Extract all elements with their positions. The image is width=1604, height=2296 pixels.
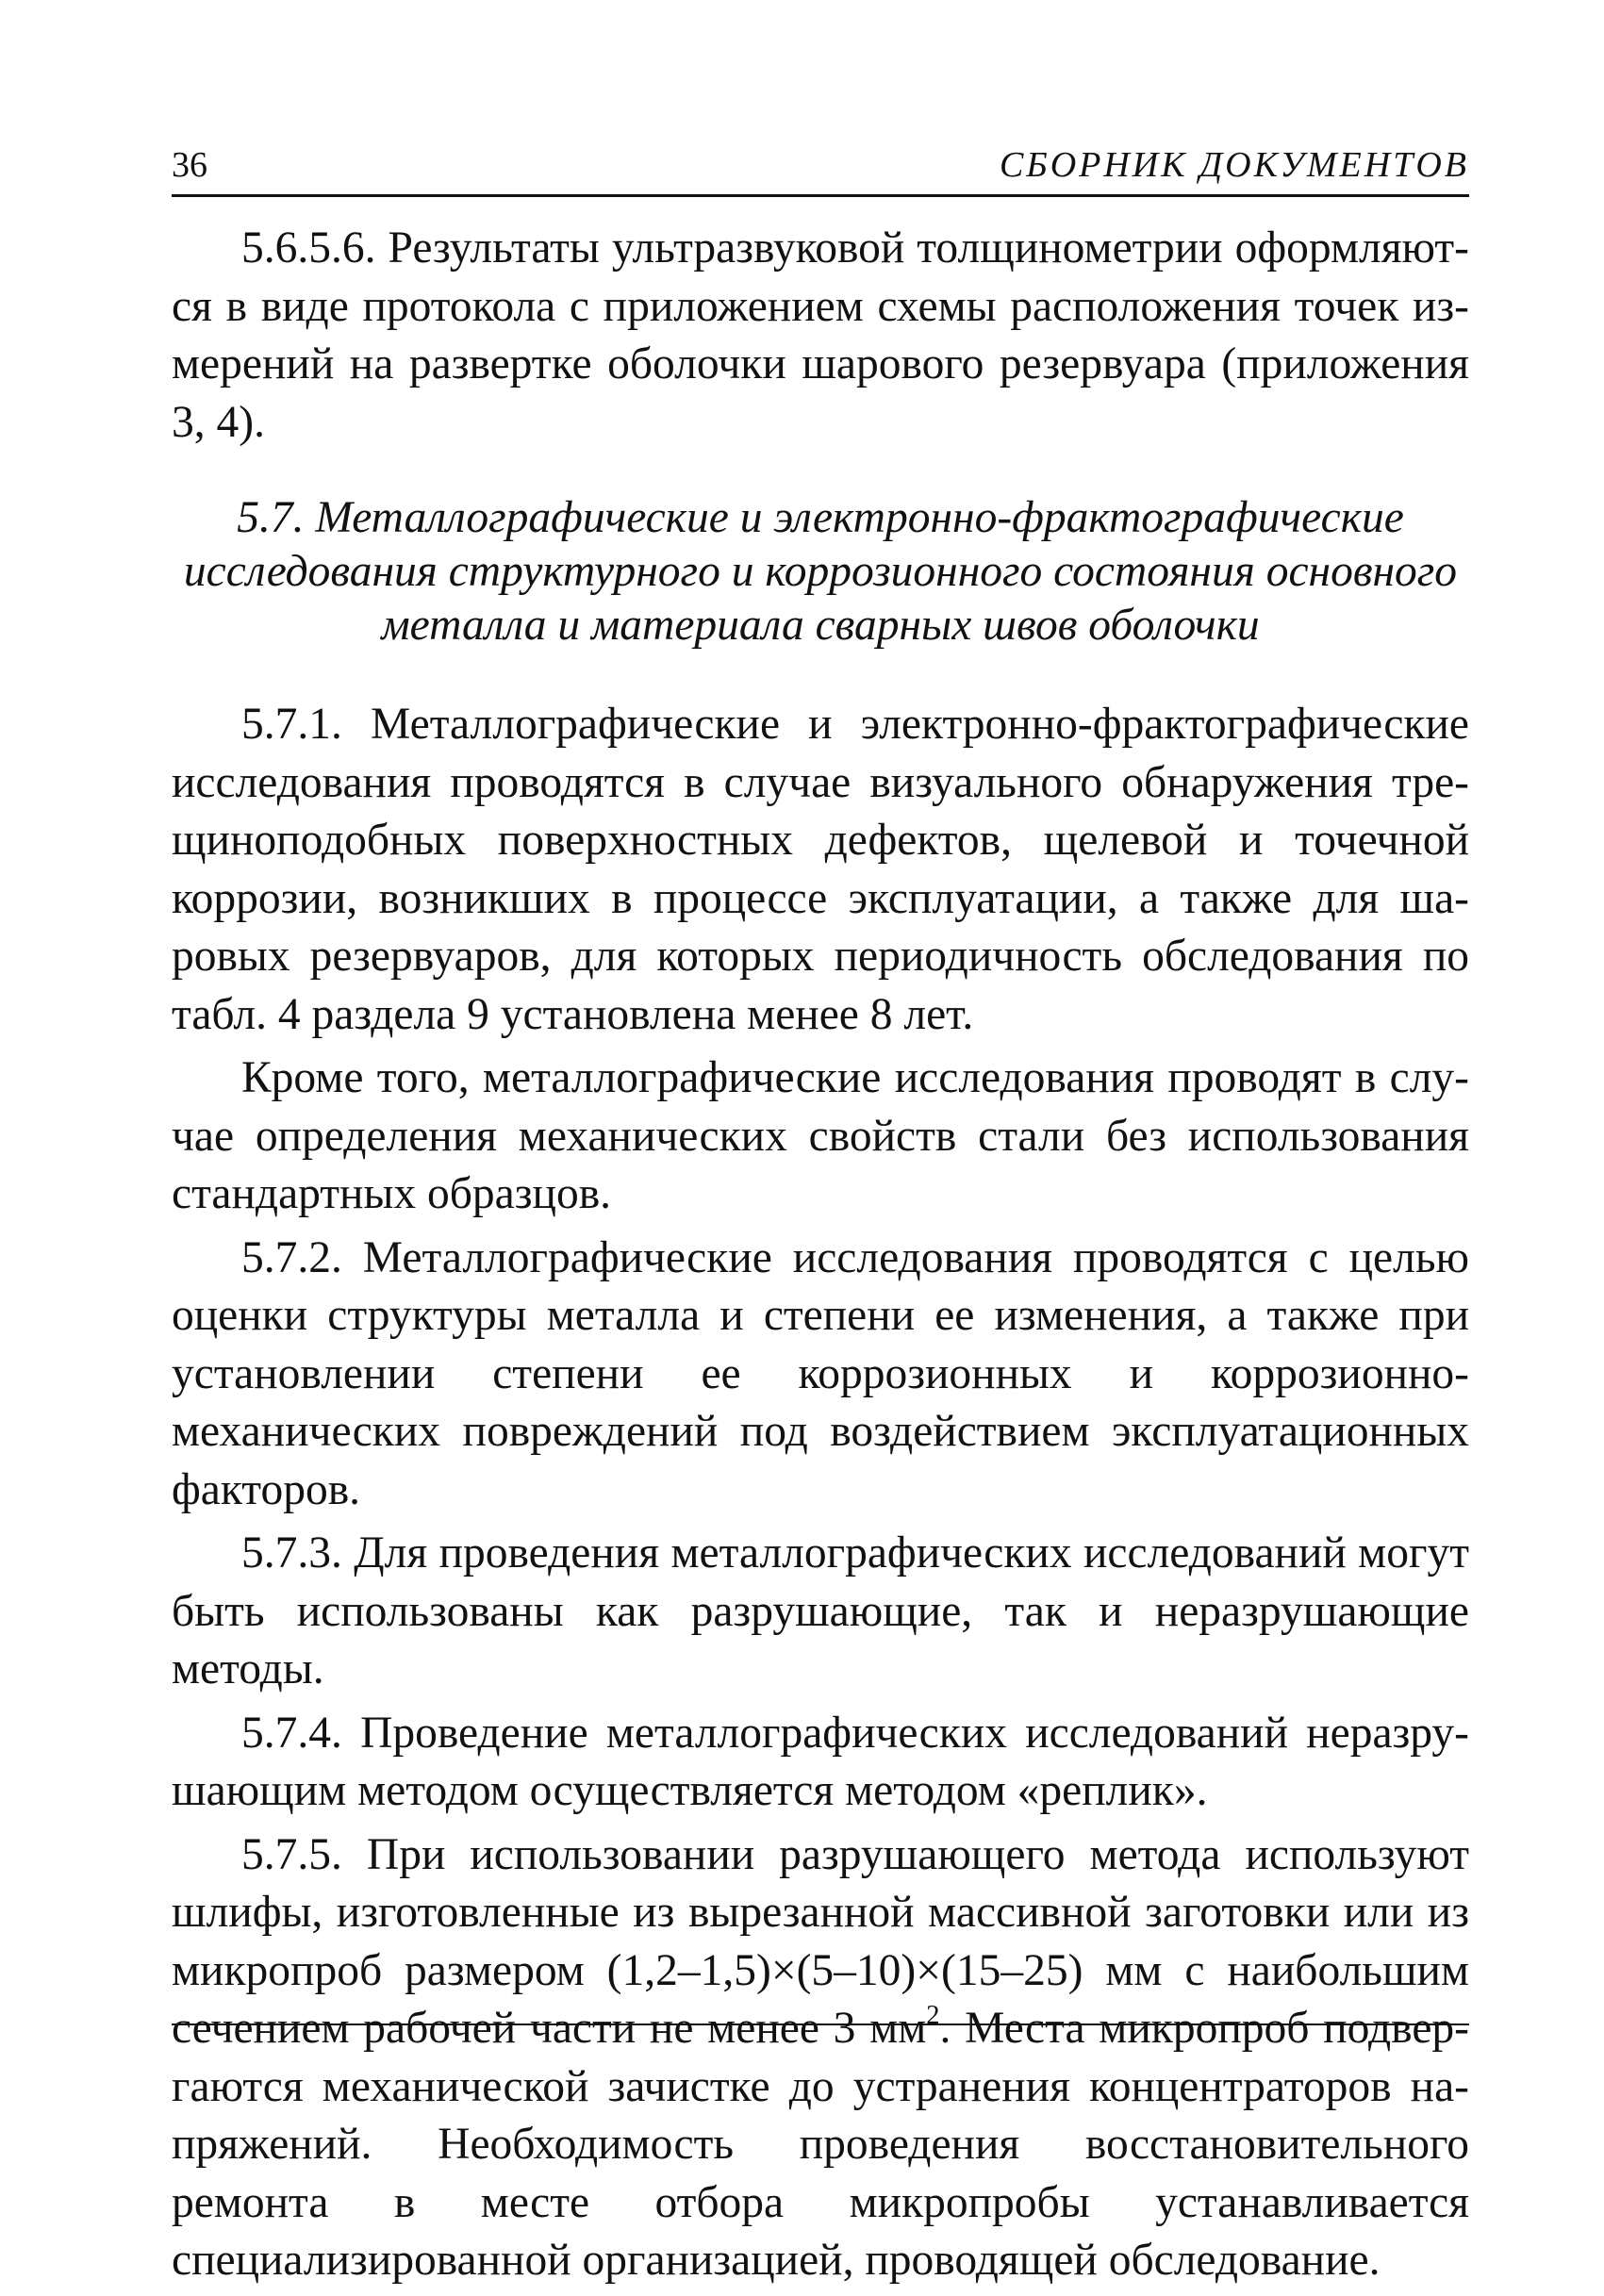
paragraph-5-7-1: 5.7.1. Металлографические и электронно-фрактографические исследования проводятся в случае визуального обнаружения трещиноподобных поверхностных дефектов, щелевой и точечной коррозии, возникших в процессе эксплуатации, а также для шаровых резервуаров, для которых периодичность обследования по табл. 4 раздела 9 установлена менее 8 лет. — [172, 700, 1469, 1039]
running-header — [172, 141, 1469, 189]
paragraph-5-7-3: 5.7.3. Для проведения металлографических исследований могут быть использованы как разрушающие, так и неразрушающие методы. — [172, 1528, 1469, 1693]
paragraph-5-7-1-continued: Кроме того, металлографические исследования проводят в случае определения механических свойств стали без использования стандартных образцов. — [172, 1053, 1469, 1218]
running-title: СБОРНИК ДОКУМЕНТОВ — [999, 145, 1469, 185]
paragraph-5-7-2: 5.7.2. Металлографические исследования проводятся с целью оценки структуры металла и степени ее изменения, а также при установлении степени ее коррозионных и коррозионно-механических повреждений под воздействием эксплуатационных факторов. — [172, 1232, 1469, 1514]
footer-rule — [172, 2023, 1469, 2025]
paragraph-5-6-5-6: 5.6.5.6. Результаты ультразвуковой толщинометрии оформляются в виде протокола с приложением схемы расположения точек измерений на развертке оболочки шарового резервуара (приложения 3, 4). — [172, 223, 1469, 447]
paragraph-5-7-5 — [172, 1826, 1469, 2290]
document-body — [172, 220, 1469, 2290]
paragraph-5-7-4: 5.7.4. Проведение металлографических исследований неразрушающим методом осуществляется методом «реплик». — [172, 1708, 1469, 1815]
paragraph-5-7-5-part-a: 5.7.5. При использовании разрушающего метода используют шлифы, изготовленные из вырезанной массивной заготовки или из микропроб размером (1,2–1,5)×(5–10)×(15–25) мм с наибольшим сечением рабочей части не менее 3 мм — [172, 1829, 1469, 2053]
superscript-square: 2 — [926, 2001, 940, 2031]
document-page — [172, 141, 1469, 2296]
page-number: 36 — [172, 145, 207, 185]
section-heading-5-7: 5.7. Металлографические и электронно-фрактографические исследования структурного и коррозионного состояния основного металла и материала сварных швов оболочки — [183, 493, 1458, 650]
header-rule — [172, 194, 1469, 197]
paragraph-5-7-5-part-b: . Места микропроб подвергаются механической зачистке до устранения концентраторов напряжений. Необходимость проведения восстановительного ремонта в месте отбора микропробы устанавливается специализированной организацией, проводящей обследование. — [172, 2004, 1469, 2285]
